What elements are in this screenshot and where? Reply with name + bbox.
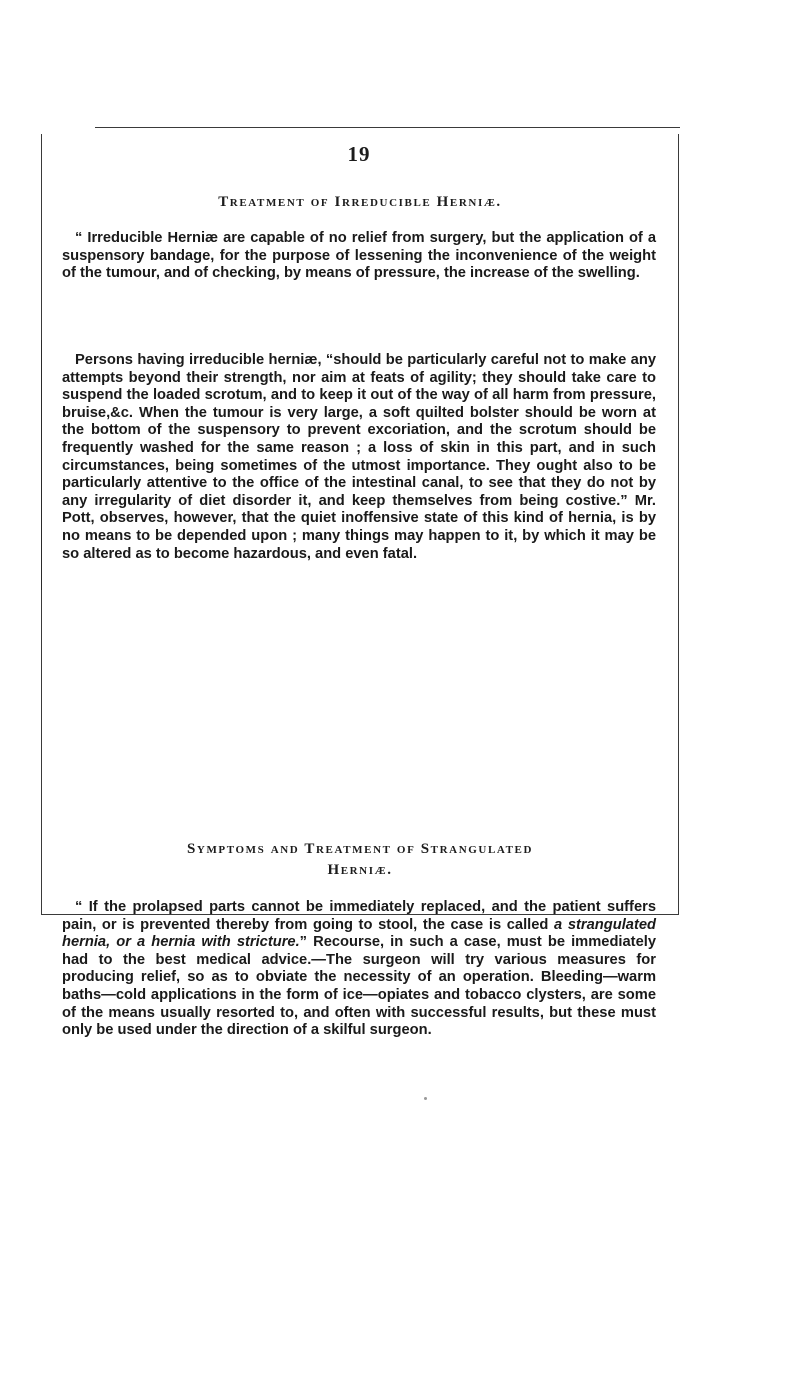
section-heading-strangulated bbox=[60, 839, 660, 881]
page-number: 19 bbox=[347, 142, 371, 166]
ink-speck bbox=[424, 1097, 427, 1100]
paragraph-strangulated bbox=[62, 899, 656, 1040]
heading-line-2: Herniæ. bbox=[327, 862, 393, 878]
heading-line-1: Symptoms and Treatment of Strangulated bbox=[186, 841, 534, 857]
paragraph-text-end: ” Recourse, in such a case, must be immediately had to the best medical advice.—The surgeon will try various measures for producing relief, so as to obviate the necessity of an operation. Bleeding—warm baths—cold applications in the form of ice—opiates and tobacco clysters, are some of the means usually resorted to, and often with successful results, but these must only be used under the direction of a skilful surgeon. bbox=[62, 934, 656, 1039]
paragraph-irreducible-care: Persons having irreducible herniæ, “should be particularly careful not to make any attempts beyond their strength, nor aim at feats of agility; they should take care to suspend the loaded scrotum, and to keep it out of the way of all harm from pressure, bruise,&c. When the tumour is very large, a soft quilted bolster should be worn at the bottom of the suspensory to prevent excoriation, and the scrotum should be frequently washed for the same reason ; a loss of skin in this part, and in such circumstances, being sometimes of the utmost importance. They ought also to be particularly attentive to the office of the intestinal canal, to see that they do not by any irregularity of diet disorder it, and keep themselves from being costive.” Mr. Pott, observes, however, that the quiet inoffensive state of this kind of hernia, is by no means to be depended upon ; many things may happen to it, by which it may be so altered as to become hazardous, and even fatal. bbox=[62, 352, 656, 562]
margin-mark bbox=[41, 340, 42, 590]
section-heading-irreducible: Treatment of Irreducible Herniæ. bbox=[218, 194, 502, 210]
top-rule bbox=[95, 127, 680, 128]
paragraph-irreducible-intro: “ Irreducible Herniæ are capable of no relief from surgery, but the application of a suspensory bandage, for the purpose of lessening the inconvenience of the weight of the tumour, and of checking, by means of pressure, the increase of the swelling. bbox=[62, 230, 656, 282]
paragraph-text-start: “ If the prolapsed parts cannot be immediately replaced, and the patient suffers pain, or is prevented thereby from going to stool, the case is called bbox=[62, 899, 656, 933]
italic-term: a strangulated hernia, or a hernia with stricture. bbox=[62, 916, 656, 951]
